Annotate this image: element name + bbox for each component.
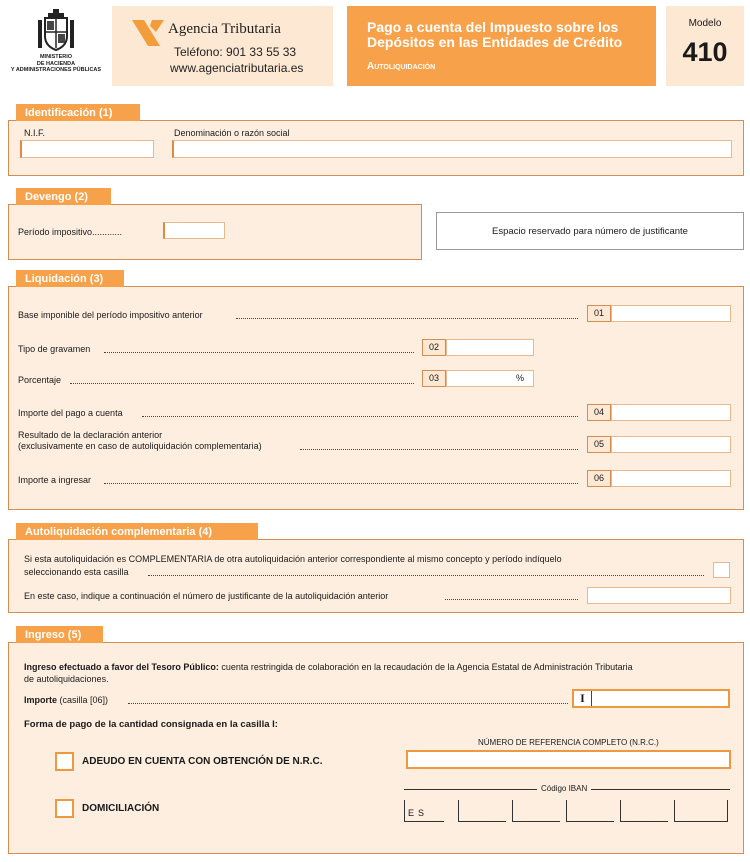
form-subtitle: Autoliquidación	[367, 61, 436, 72]
box-05-input[interactable]	[611, 436, 731, 453]
row-04-leader	[142, 416, 578, 417]
agency-header	[112, 6, 333, 86]
liquidacion-tab: Liquidación (3)	[16, 270, 124, 287]
name-input[interactable]	[172, 140, 732, 158]
agency-logo-icon	[130, 16, 166, 48]
ingreso-intro-bold: Ingreso efectuado a favor del Tesoro Público:	[24, 662, 219, 672]
identificacion-tab: Identificación (1)	[16, 104, 140, 121]
ingreso-intro-rest: cuenta restringida de colaboración en la recaudación de la Agencia Estatal de Administración Tributaria	[221, 662, 633, 672]
periodo-label: Período impositivo............	[18, 227, 123, 237]
box-04-input[interactable]	[611, 404, 731, 421]
row-05-label: Resultado de la declaración anterior	[18, 430, 163, 440]
row-03-label: Porcentaje	[18, 375, 62, 385]
box-01-number: 01	[587, 305, 611, 322]
importe-marker: I	[574, 691, 592, 706]
importe-label-bold: Importe	[24, 695, 58, 705]
modelo-number: 410	[682, 37, 728, 67]
adeudo-label: ADEUDO EN CUENTA CON OBTENCIÓN DE N.R.C.	[82, 756, 323, 767]
complementaria-checkbox[interactable]	[713, 562, 730, 578]
agency-website: www.agenciatributaria.es	[170, 61, 304, 75]
ministry-line-1: MINISTERIO	[39, 54, 73, 60]
nrc-input[interactable]	[406, 750, 731, 769]
ingreso-tab: Ingreso (5)	[16, 626, 103, 643]
nif-input[interactable]	[20, 140, 154, 158]
ingreso-intro-line2: de autoliquidaciones.	[24, 674, 109, 684]
row-05-label-note: (exclusivamente en caso de autoliquidación complementaria)	[18, 441, 262, 451]
modelo-box	[666, 6, 744, 86]
importe-leader	[128, 703, 568, 704]
domiciliacion-label: DOMICILIACIÓN	[82, 803, 160, 814]
devengo-tab: Devengo (2)	[16, 188, 111, 205]
box-02-number: 02	[422, 339, 446, 356]
adeudo-checkbox[interactable]	[55, 752, 74, 771]
ingreso-intro	[24, 662, 633, 672]
reserved-justificante-box: Espacio reservado para número de justificante	[436, 212, 744, 250]
box-03-number: 03	[422, 370, 446, 387]
complementaria-tab: Autoliquidación complementaria (4)	[16, 523, 258, 540]
ministry-line-3: Y ADMINISTRACIONES PÚBLICAS	[10, 67, 102, 73]
coat-of-arms-icon	[36, 8, 76, 52]
importe-input[interactable]	[572, 689, 730, 708]
iban-segment-dc[interactable]	[566, 800, 614, 822]
justificante-leader	[445, 599, 578, 600]
ministry-line-2: DE HACIENDA	[36, 60, 76, 67]
iban-label: Código IBAN	[537, 784, 591, 793]
iban-segment-cuenta-1[interactable]	[620, 800, 668, 822]
justificante-anterior-label: En este caso, indique a continuación el número de justificante de la autoliquidación anterior	[24, 591, 389, 601]
justificante-anterior-input[interactable]	[587, 587, 731, 604]
periodo-input[interactable]	[163, 222, 225, 239]
iban-field[interactable]	[404, 800, 730, 822]
name-label: Denominación o razón social	[174, 128, 290, 138]
complementaria-text: Si esta autoliquidación es COMPLEMENTARIA de otra autoliquidación anterior correspondiente al mismo concepto y período indíquelo	[24, 554, 562, 564]
box-05-number: 05	[587, 436, 611, 453]
importe-casilla: (casilla [06])	[59, 695, 109, 705]
row-01-leader	[236, 318, 578, 319]
box-02-input[interactable]	[446, 339, 534, 356]
row-03-leader	[70, 383, 414, 384]
iban-prefix: ES	[408, 808, 429, 818]
row-02-label: Tipo de gravamen	[18, 344, 91, 354]
box-06-input[interactable]	[611, 470, 731, 487]
domiciliacion-checkbox[interactable]	[55, 799, 74, 818]
iban-segment-country[interactable]	[404, 800, 444, 822]
row-04-label: Importe del pago a cuenta	[18, 408, 123, 418]
row-05-leader	[300, 449, 578, 450]
nif-label: N.I.F.	[24, 128, 46, 138]
box-01-input[interactable]	[611, 305, 731, 322]
iban-segment-entidad[interactable]	[458, 800, 506, 822]
importe-label	[24, 695, 108, 705]
row-01-label: Base imponible del período impositivo anterior	[18, 310, 203, 320]
nrc-label: NÚMERO DE REFERENCIA COMPLETO (N.R.C.)	[478, 738, 659, 747]
ministry-logo	[4, 8, 108, 84]
complementaria-leader	[148, 575, 704, 576]
forma-pago-label: Forma de pago de la cantidad consignada en la casilla I:	[24, 719, 278, 730]
box-06-number: 06	[587, 470, 611, 487]
row-02-leader	[104, 352, 414, 353]
box-04-number: 04	[587, 404, 611, 421]
iban-segment-cuenta-2[interactable]	[674, 800, 728, 822]
form-title-box	[347, 6, 656, 86]
iban-segment-oficina[interactable]	[512, 800, 560, 822]
row-06-label: Importe a ingresar	[18, 475, 92, 485]
percent-unit: %	[516, 373, 525, 383]
row-06-leader	[104, 483, 578, 484]
complementaria-text-2: seleccionando esta casilla	[24, 567, 129, 577]
modelo-label: Modelo	[688, 18, 722, 29]
form-title: Pago a cuenta del Impuesto sobre los Depósitos en las Entidades de Crédito	[367, 19, 623, 50]
agency-phone: Teléfono: 901 33 55 33	[174, 45, 297, 59]
agency-name: Agencia Tributaria	[168, 21, 281, 37]
ingreso-section	[8, 642, 744, 854]
